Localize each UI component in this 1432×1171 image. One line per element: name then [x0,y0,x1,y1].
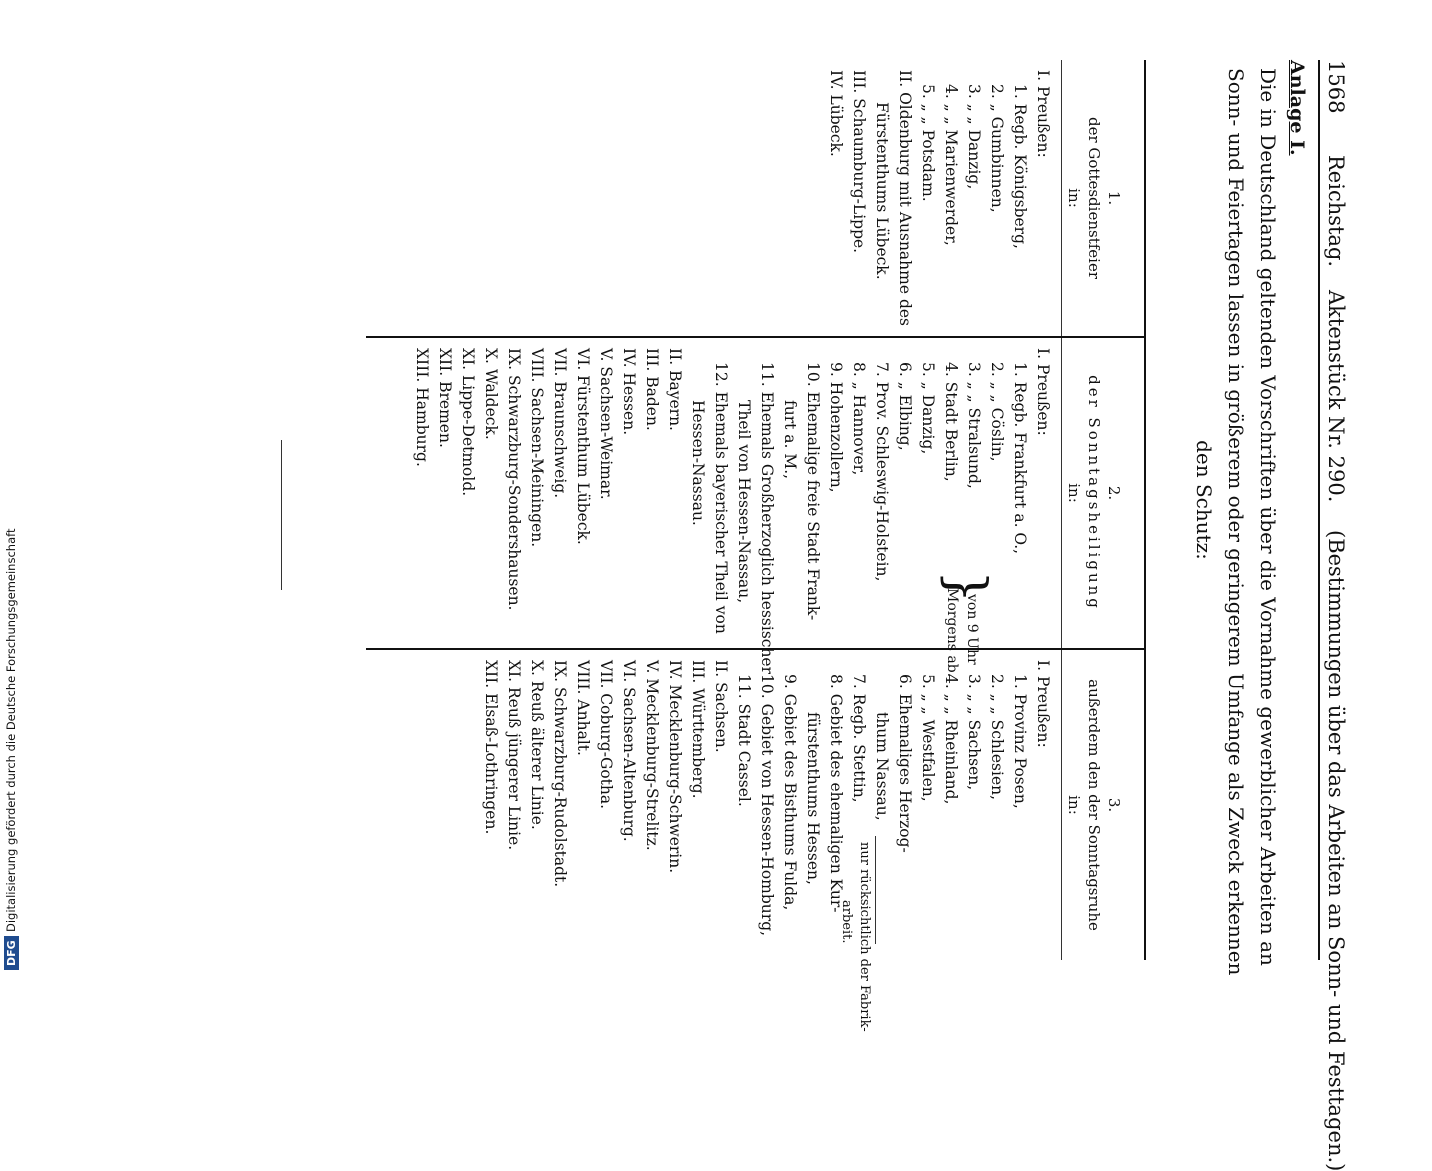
column-3-number: 3. [1105,797,1123,813]
list-item: thum Nassau, [873,712,891,821]
list-item: 7. Regb. Stettin, [850,674,868,803]
list-item: III. Baden. [643,348,661,431]
list-item: VIII. Anhalt. [574,660,592,756]
column-divider-1 [366,336,1146,338]
title-line-2: Sonn- und Feiertagen lassen in größerem oder geringerem Umfange als Zweck erkennen [1224,68,1248,976]
list-item: V. Mecklenburg-Strelitz. [643,660,661,851]
brace-note-line-2: Morgens ab. [944,588,960,678]
column-2-list [686,348,1054,674]
document-number: Aktenstück Nr. 290. [1324,290,1348,503]
list-item: 6. Ehemaliges Herzog- [896,674,914,853]
list-item: XIII. Hamburg. [413,348,431,467]
list-item: Fürstenthums Lübeck. [873,102,891,280]
list-item: XII. Bremen. [436,348,454,448]
list-item: VIII. Sachsen-Meiningen. [528,348,546,548]
list-item: 4. „ „ Rheinland, [942,674,960,805]
list-item: 3. „ „ Sachsen, [965,674,983,791]
list-item: 5. „ „ Potsdam. [919,84,937,202]
list-item: fürstenthums Hessen, [804,712,822,885]
list-item: 4. „ „ Marienwerder, [942,84,960,246]
list-item: XII. Elsaß-Lothringen. [482,660,500,835]
list-item: 2. „ „ Cöslin, [988,362,1006,462]
list-item: XI. Lippe-Detmold. [459,348,477,497]
list-item: 2. „ „ Schlesien, [988,674,1006,801]
column-1-heading: der Gottesdienstfeier [1085,117,1103,279]
list-item: 2. „ Gumbinnen, [988,84,1006,213]
page-number: 1568 [1324,60,1348,114]
column-2-list-states [410,348,686,611]
list-item: Theil von Hessen-Nassau, [735,400,753,604]
list-item: 3. „ „ Stralsund, [965,362,983,489]
column-3-header [1064,650,1124,960]
list-item: 7. Prov. Schleswig-Holstein, [873,362,891,582]
list-item: VII. Coburg-Gotha. [597,660,615,810]
list-item: 1. Provinz Posen, [1011,674,1029,809]
column-1-number: 1. [1105,190,1123,206]
list-item: 10. Gebiet von Hessen-Homburg, [758,674,776,937]
list-item: I. Preußen: [1034,70,1052,158]
list-item: 9. Hohenzollern, [827,362,845,493]
list-item: IV. Hessen. [620,348,638,436]
list-item: II. Sachsen. [712,660,730,753]
list-item: furt a. M., [781,400,799,480]
list-item: 5. „ „ Westfalen, [919,674,937,802]
list-item: Hessen-Nassau. [689,400,707,526]
end-rule [281,440,282,590]
header-rule [1318,60,1320,960]
list-item: 8. Gebiet des ehemaligen Kur- [827,674,845,913]
brace-note-line-1: von 9 Uhr [964,594,980,665]
list-item: VII. Braunschweig. [551,348,569,499]
list-item: 6. „ Elbing, [896,362,914,451]
list-item: XI. Reuß jüngerer Linie. [505,660,523,851]
list-item: X. Reuß älterer Linie. [528,660,546,830]
title-line-3: den Schutz: [1192,440,1216,560]
column-1-list [824,70,1054,326]
list-item: 4. Stadt Berlin, [942,362,960,482]
brace-rule [875,836,876,944]
list-item: 1. Regb. Königsberg, [1011,84,1029,249]
column-3-heading: außerdem den der Sonntagsruhe [1085,679,1103,931]
annex-label: Anlage I. [1286,60,1308,156]
list-item: X. Waldeck. [482,348,500,440]
list-item: I. Preußen: [1034,660,1052,748]
column-2-heading: der Sonntagsheiligung [1085,375,1103,611]
column-2-number: 2. [1105,485,1123,501]
list-item: VI. Fürstenthum Lübeck. [574,348,592,545]
list-item: VI. Sachsen-Altenburg. [620,660,638,842]
list-item: 8. „ Hannover, [850,362,868,476]
table-top-rule [1144,60,1146,960]
column-3-heading-in: in: [1065,795,1083,815]
list-item: IX. Schwarzburg-Rudolstadt. [551,660,569,888]
list-item: 11. Ehemals Großherzoglich hessischer [758,362,776,675]
list-item: II. Bayern. [666,348,684,431]
list-item: III. Württemberg. [689,660,707,799]
footer-strip [0,0,24,1000]
title-line-1: Die in Deutschland geltenden Vorschriften über die Vornahme gewerblicher Arbeiten an [1256,68,1280,966]
fabrik-note-line-1: nur rücksichtlich der Fabrik- [857,842,872,1032]
column-2-heading-in: in: [1065,483,1083,503]
list-item: 5. „ Danzig, [919,362,937,455]
column-2-header [1064,338,1124,648]
column-3-list [479,660,1054,936]
list-item: II. Oldenburg mit Ausnahme des [896,70,914,326]
brace-symbol: } [936,570,996,604]
list-item: V. Sachsen-Weimar. [597,348,615,500]
list-item: 1. Regb. Frankfurt a. O., [1011,362,1029,555]
list-item: 9. Gebiet des Bisthums Fulda, [781,674,799,911]
list-item: 10. Ehemalige freie Stadt Frank- [804,362,822,621]
table-header-rule [1061,60,1062,960]
fabrik-note-line-2: arbeit. [839,900,854,944]
list-item: 3. „ „ Danzig, [965,84,983,190]
list-item: IV. Mecklenburg-Schwerin. [666,660,684,874]
list-item: III. Schaumburg-Lippe. [850,70,868,254]
list-item: I. Preußen: [1034,348,1052,436]
footer-text: Digitalisierung gefördert durch die Deutsche Forschungsgemeinschaft [4,528,18,932]
list-item: 12. Ehemals bayerischer Theil von [712,362,730,634]
publication: Reichstag. [1324,155,1348,268]
column-1-header [1064,60,1124,336]
list-item: 11. Stadt Cassel. [735,674,753,807]
list-item: IX. Schwarzburg-Sondershausen. [505,348,523,611]
list-item: IV. Lübeck. [827,70,845,157]
document-subject: (Bestimmungen über das Arbeiten an Sonn- und Festtagen.) [1324,530,1348,1171]
column-1-heading-in: in: [1065,188,1083,208]
dfg-logo: DFG [4,936,19,970]
